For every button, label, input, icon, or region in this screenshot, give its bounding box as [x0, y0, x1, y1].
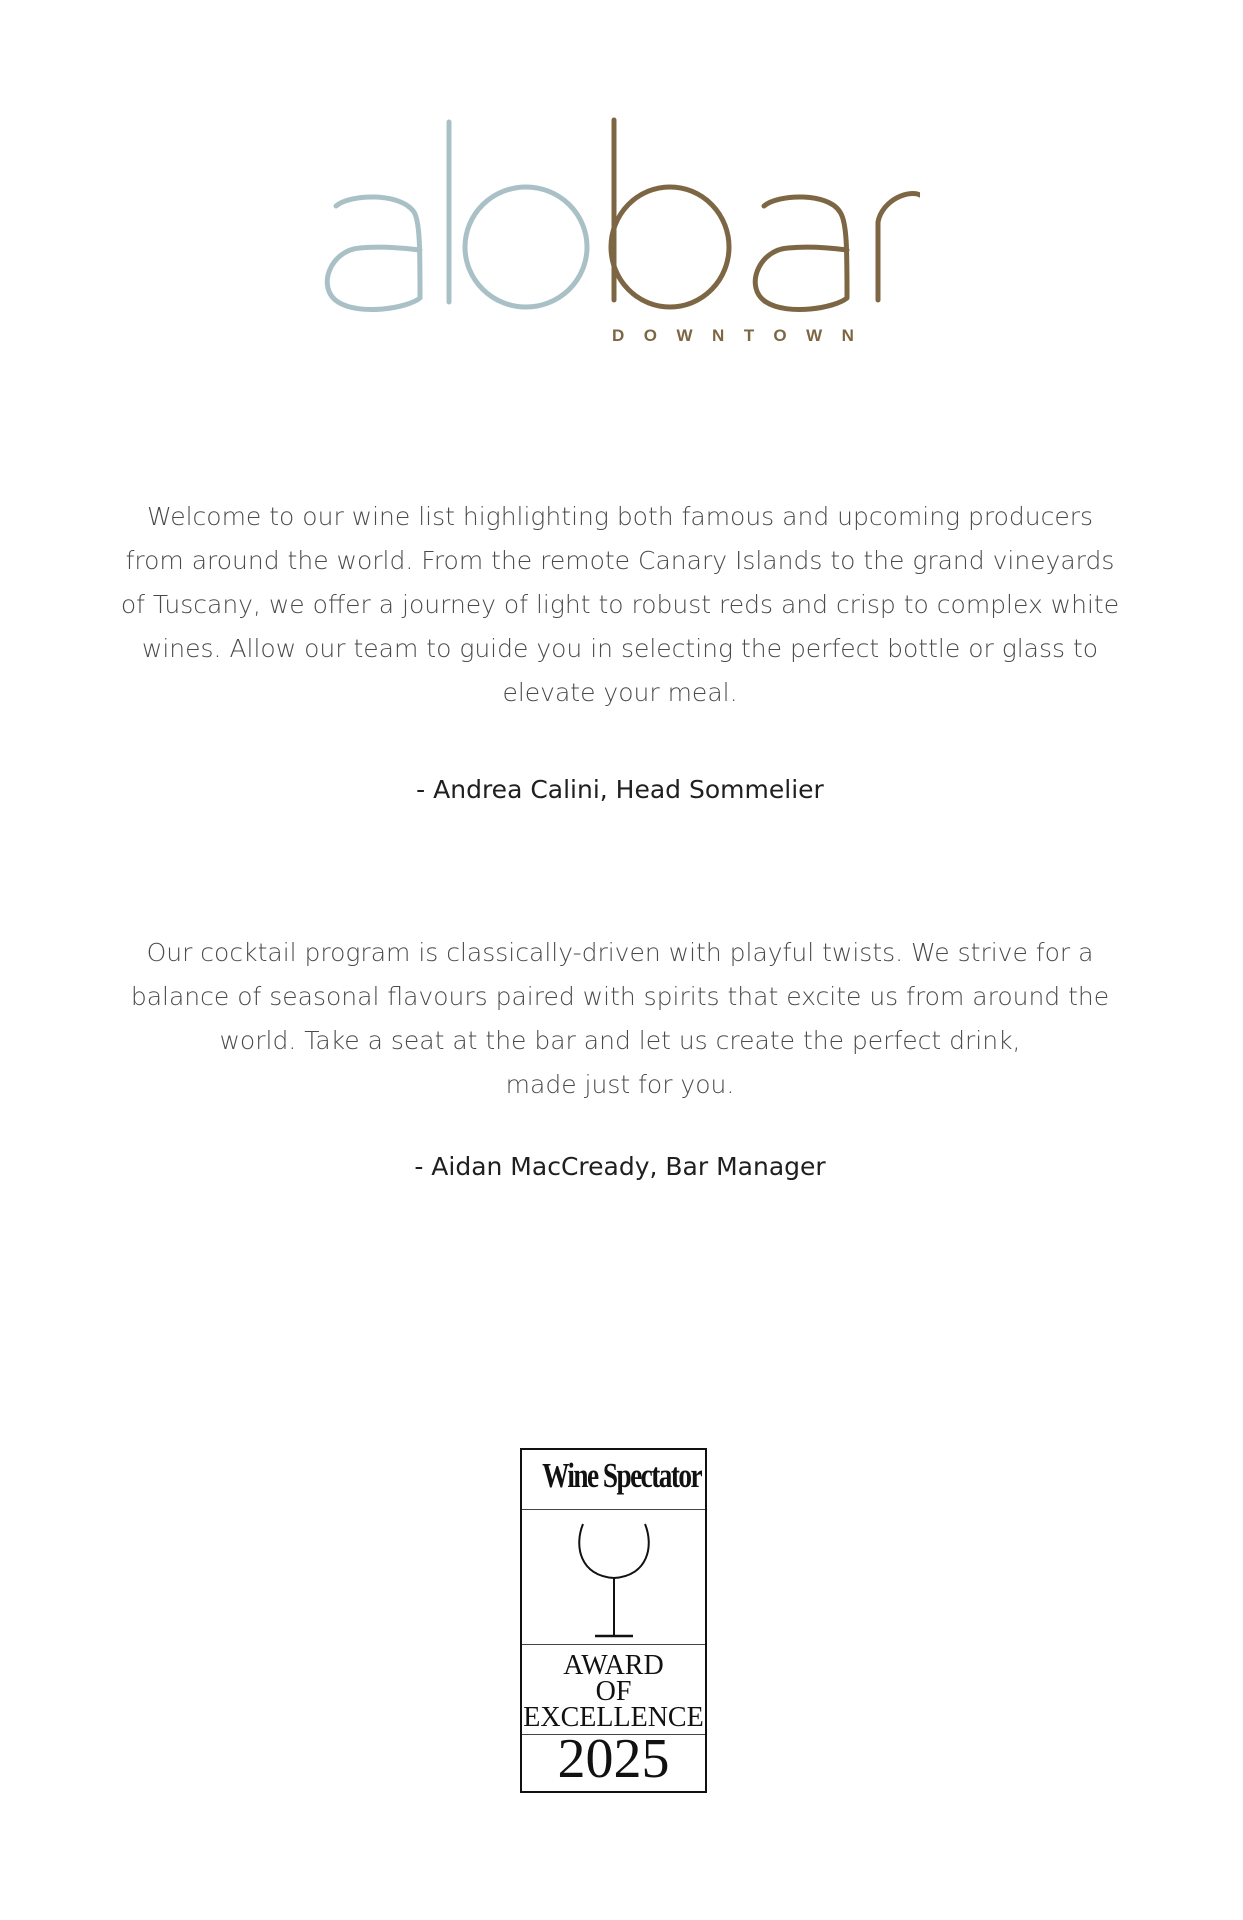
letter-a [327, 197, 420, 310]
alobar-logo [320, 110, 920, 360]
cocktail-intro-line: balance of seasonal flavours paired with spirits that excite us from around the [130, 982, 1110, 1011]
letter-o [465, 187, 587, 307]
wine-glass-icon [570, 1520, 660, 1640]
letter-b-bowl [611, 187, 729, 307]
cocktail-intro-line: Our cocktail program is classically-driven with playful twists. We strive for a [146, 938, 1094, 967]
cocktail-intro-paragraph [110, 931, 1130, 1107]
badge-year: 2025 [557, 1728, 670, 1790]
bar-manager-signature: - Aidan MacCready, Bar Manager [414, 1152, 826, 1181]
alobar-logo-graphic [320, 110, 920, 360]
badge-publication: Wine Spectator [542, 1456, 702, 1495]
wine-intro-line: of Tuscany, we offer a journey of light to robust reds and crisp to complex white [120, 590, 1120, 619]
wine-intro-line: wines. Allow our team to guide you in selecting the perfect bottle or glass to [141, 634, 1099, 663]
cocktail-intro-line: made just for you. [505, 1070, 735, 1099]
badge-excellence-line: EXCELLENCE [523, 1702, 704, 1733]
sommelier-signature: - Andrea Calini, Head Sommelier [416, 775, 824, 804]
cocktail-intro-line: world. Take a seat at the bar and let us create the perfect drink, [219, 1026, 1021, 1055]
wine-intro-paragraph [110, 495, 1130, 715]
badge-of-line: OF [595, 1676, 632, 1707]
wine-intro-line: Welcome to our wine list highlighting both famous and upcoming producers [146, 502, 1094, 531]
wine-intro-line: from around the world. From the remote Canary Islands to the grand vineyards [125, 546, 1115, 575]
badge-award-line: AWARD [563, 1650, 664, 1681]
award-badge [520, 1448, 707, 1793]
location-subtitle: DOWNTOWN [612, 326, 874, 345]
letter-a2 [755, 197, 847, 310]
letter-r [878, 194, 920, 300]
badge-divider-middle [522, 1644, 705, 1645]
wine-intro-line: elevate your meal. [502, 678, 738, 707]
badge-divider-top [522, 1509, 705, 1510]
